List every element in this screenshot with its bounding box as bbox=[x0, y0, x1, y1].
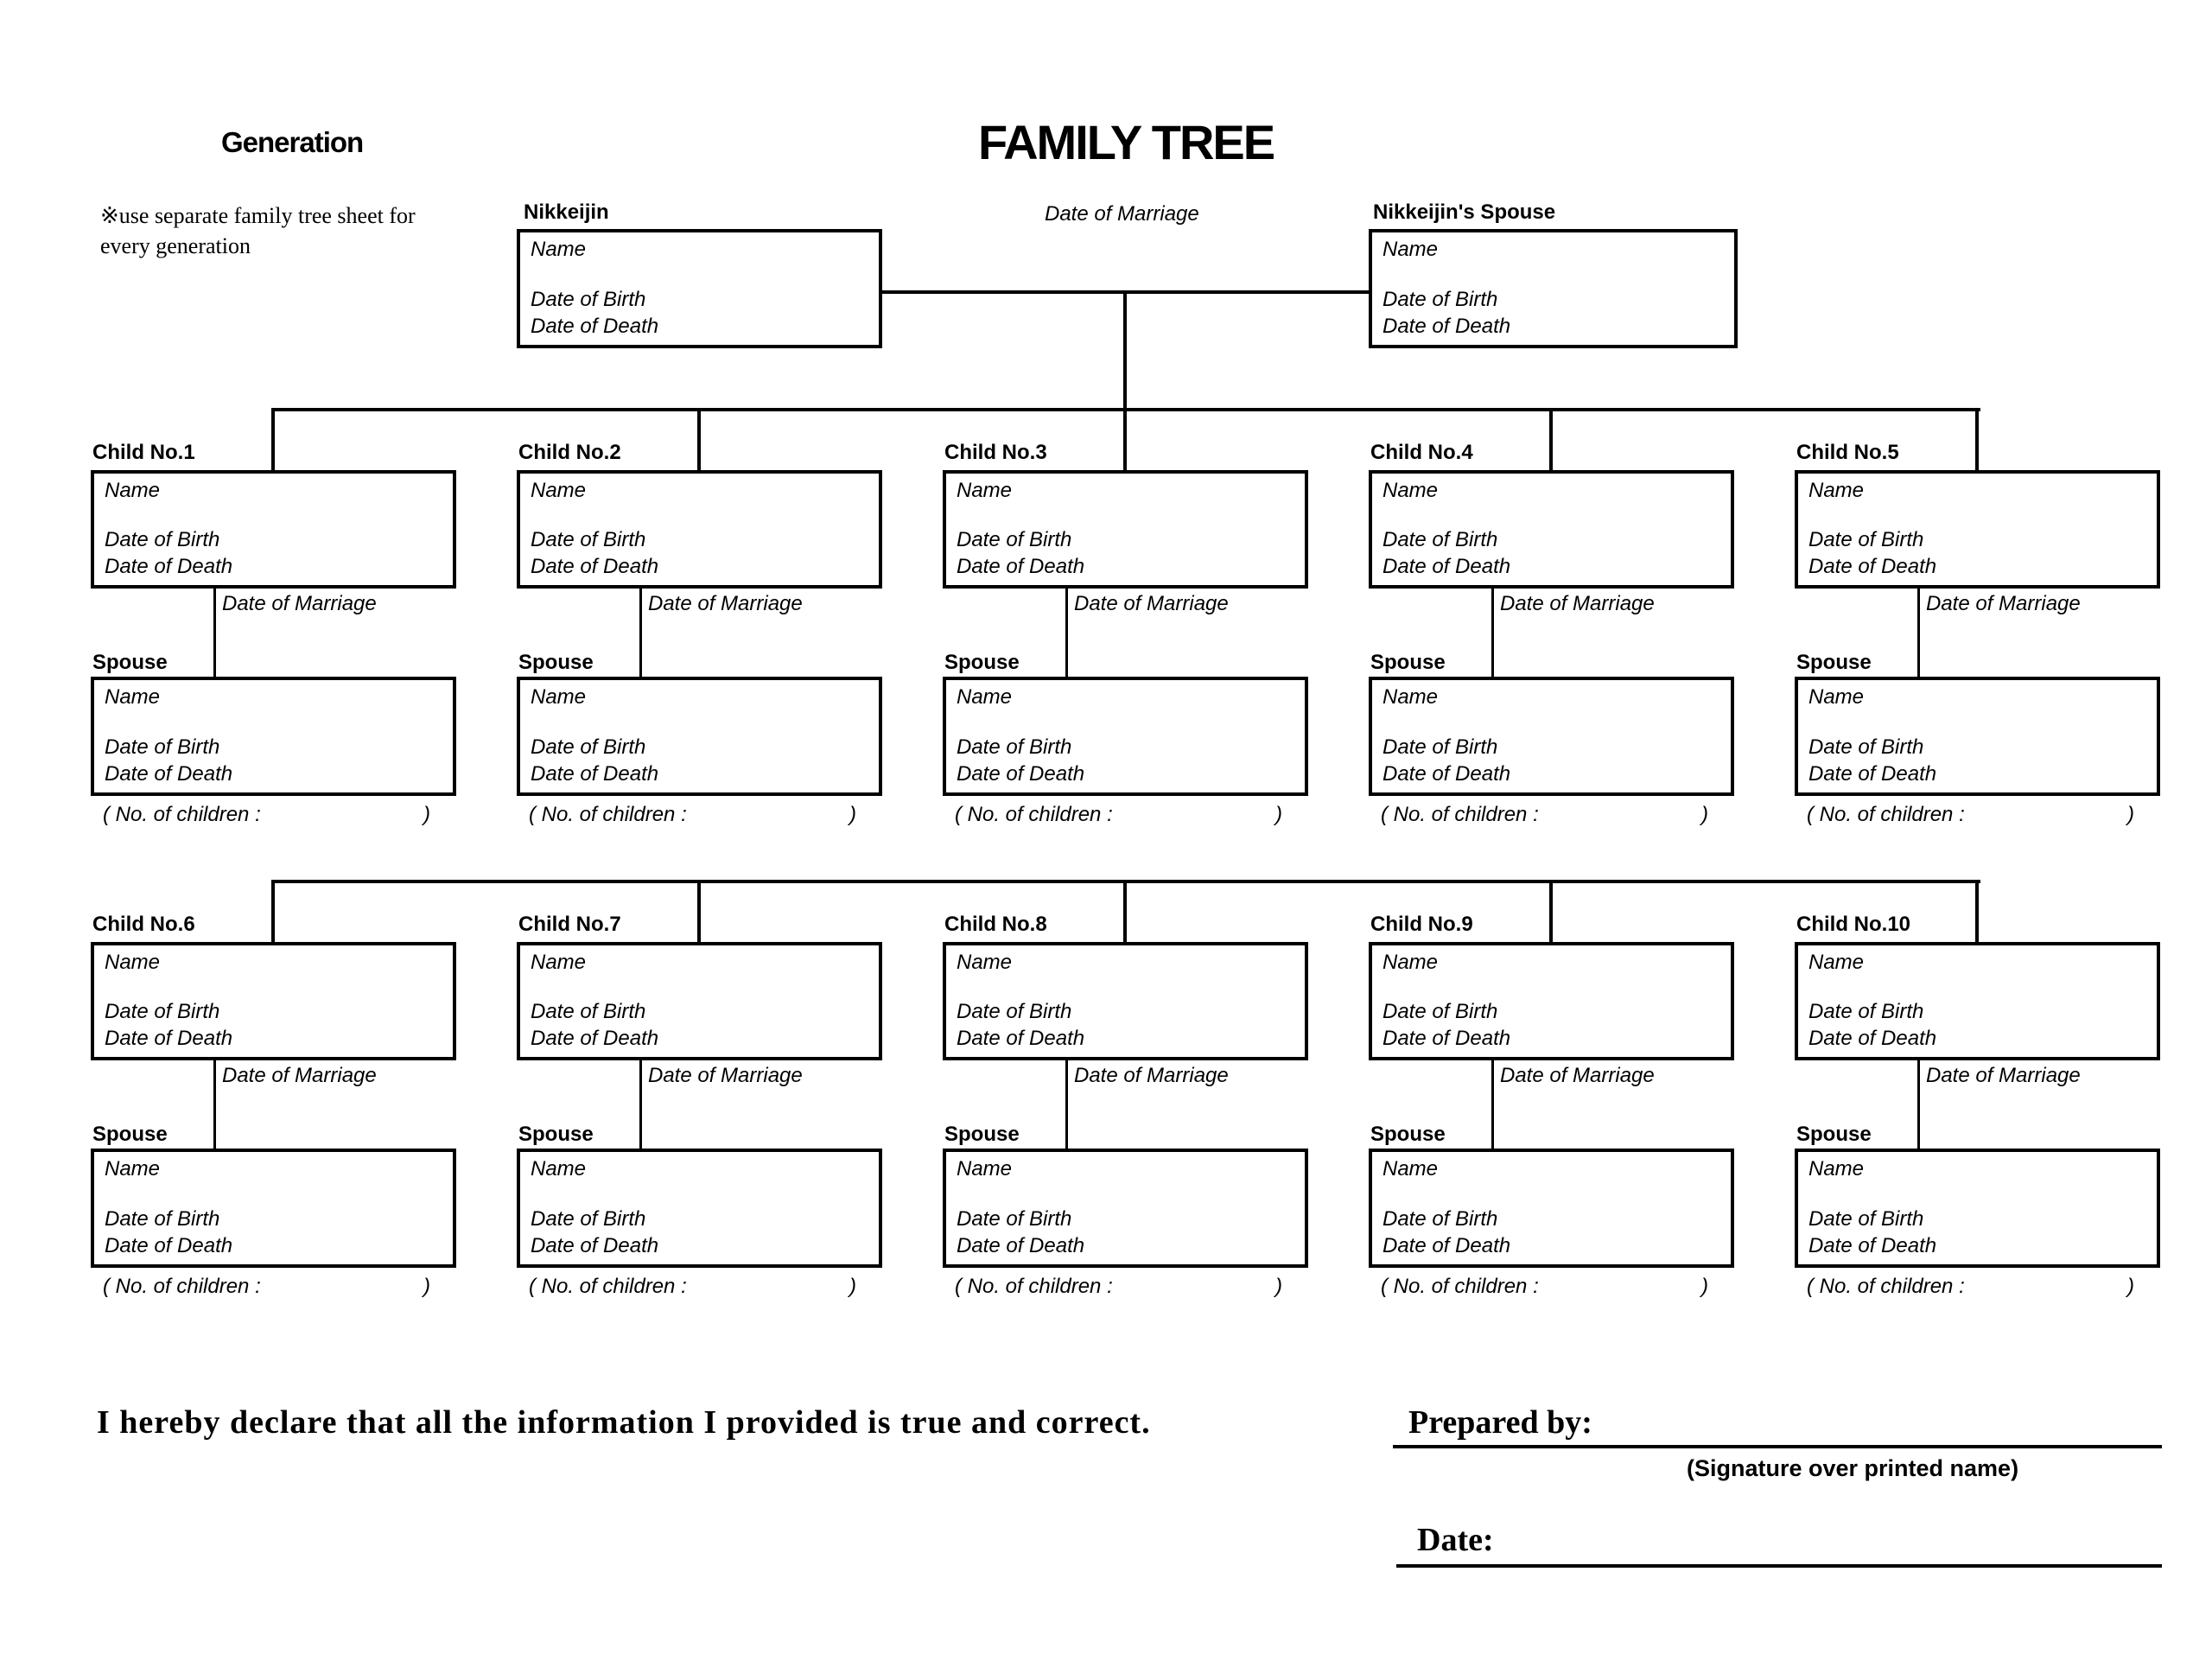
children-count-close: ) bbox=[2127, 803, 2134, 826]
field-spacer bbox=[957, 504, 1294, 526]
date-of-death-label: Date of Death bbox=[531, 1027, 659, 1050]
children-count-note[interactable] bbox=[529, 803, 856, 827]
field-spacer bbox=[531, 710, 868, 734]
signature-note: (Signature over printed name) bbox=[1687, 1455, 2019, 1481]
date-of-birth-label: Date of Birth bbox=[1382, 1207, 1498, 1231]
field-spacer bbox=[531, 1182, 868, 1206]
child-name-box[interactable] bbox=[517, 470, 882, 589]
date-of-death-label: Date of Death bbox=[1382, 762, 1511, 786]
date-of-death-label: Date of Death bbox=[957, 1027, 1085, 1050]
field-spacer bbox=[105, 710, 442, 734]
name-label: Name bbox=[105, 951, 161, 974]
date-of-death-label: Date of Death bbox=[105, 1027, 233, 1050]
marriage-line bbox=[1917, 589, 1920, 677]
date-of-birth-label: Date of Birth bbox=[1808, 1000, 1924, 1023]
declaration-text: I hereby declare that all the information I provided is true and correct. bbox=[97, 1404, 1151, 1441]
date-of-marriage-label: Date of Marriage bbox=[1926, 592, 2081, 615]
spouse-name-box[interactable] bbox=[1369, 677, 1734, 796]
date-of-death-label: Date of Death bbox=[1382, 555, 1511, 578]
field-spacer bbox=[957, 976, 1294, 998]
name-label: Name bbox=[105, 479, 161, 502]
descent-stub bbox=[1123, 408, 1127, 470]
children-count-open: ( No. of children : bbox=[529, 803, 687, 826]
child-heading: Child No.10 bbox=[1796, 913, 1911, 936]
children-count-close: ) bbox=[423, 803, 430, 826]
date-of-death-label: Date of Death bbox=[1382, 1234, 1511, 1257]
child-heading: Child No.9 bbox=[1370, 913, 1473, 936]
name-label: Name bbox=[105, 685, 161, 709]
spouse-name-box[interactable] bbox=[517, 1149, 882, 1268]
date-of-death-label: Date of Death bbox=[957, 555, 1085, 578]
date-of-marriage-label: Date of Marriage bbox=[648, 592, 803, 615]
date-of-marriage-label: Date of Marriage bbox=[222, 1064, 377, 1087]
nikkeijin-name-box[interactable] bbox=[517, 229, 882, 348]
date-of-death-label: Date of Death bbox=[1382, 315, 1511, 338]
field-spacer bbox=[957, 710, 1294, 734]
spouse-name-box[interactable] bbox=[943, 677, 1308, 796]
children-count-note[interactable] bbox=[1807, 1275, 2134, 1299]
date-of-birth-label: Date of Birth bbox=[957, 735, 1072, 759]
parents-descent-line bbox=[1123, 290, 1127, 411]
name-label: Name bbox=[1808, 685, 1865, 709]
field-spacer bbox=[1382, 504, 1720, 526]
field-spacer bbox=[1382, 976, 1720, 998]
child-name-box[interactable] bbox=[91, 942, 456, 1060]
children-count-close: ) bbox=[423, 1275, 430, 1298]
children-count-note[interactable] bbox=[1807, 803, 2134, 827]
child-heading: Child No.3 bbox=[944, 441, 1047, 464]
date-of-birth-label: Date of Birth bbox=[105, 1000, 220, 1023]
descent-stub bbox=[1549, 880, 1553, 942]
date-of-death-label: Date of Death bbox=[105, 555, 233, 578]
descent-stub bbox=[1123, 880, 1127, 942]
descent-stub bbox=[1549, 408, 1553, 470]
name-label: Name bbox=[957, 479, 1013, 502]
nikkeijin-spouse-name-box[interactable] bbox=[1369, 229, 1738, 348]
date-of-birth-label: Date of Birth bbox=[531, 735, 646, 759]
date-of-marriage-label: Date of Marriage bbox=[1926, 1064, 2081, 1087]
field-spacer bbox=[1382, 1182, 1720, 1206]
date-of-birth-label: Date of Birth bbox=[1382, 1000, 1498, 1023]
child-heading: Child No.6 bbox=[92, 913, 195, 936]
date-of-birth-label: Date of Birth bbox=[957, 528, 1072, 551]
child-name-box[interactable] bbox=[91, 470, 456, 589]
field-spacer bbox=[1808, 710, 2146, 734]
field-spacer bbox=[957, 1182, 1294, 1206]
child-name-box[interactable] bbox=[1369, 470, 1734, 589]
date-of-marriage-label: Date of Marriage bbox=[648, 1064, 803, 1087]
field-spacer bbox=[531, 504, 868, 526]
marriage-line bbox=[1065, 589, 1068, 677]
marriage-line bbox=[1917, 1060, 1920, 1149]
children-count-close: ) bbox=[1275, 1275, 1282, 1298]
date-of-birth-label: Date of Birth bbox=[105, 735, 220, 759]
descent-stub bbox=[697, 408, 701, 470]
date-of-birth-label: Date of Birth bbox=[1808, 1207, 1924, 1231]
descent-stub bbox=[697, 880, 701, 942]
page-title: FAMILY TREE bbox=[978, 115, 1274, 169]
spouse-heading: Spouse bbox=[1370, 651, 1446, 674]
date-of-birth-label: Date of Birth bbox=[1808, 528, 1924, 551]
spouse-heading: Spouse bbox=[92, 1123, 168, 1146]
date-of-death-label: Date of Death bbox=[1808, 555, 1937, 578]
children-count-open: ( No. of children : bbox=[103, 1275, 261, 1298]
signature-line[interactable] bbox=[1393, 1445, 2162, 1448]
date-of-death-label: Date of Death bbox=[531, 555, 659, 578]
name-label: Name bbox=[1808, 479, 1865, 502]
children-count-close: ) bbox=[849, 1275, 856, 1298]
name-label: Name bbox=[531, 951, 587, 974]
child-heading: Child No.8 bbox=[944, 913, 1047, 936]
generation-label: Generation bbox=[221, 126, 364, 158]
descent-stub bbox=[271, 880, 275, 942]
date-of-death-label: Date of Death bbox=[531, 315, 659, 338]
date-of-birth-label: Date of Birth bbox=[1382, 735, 1498, 759]
name-label: Name bbox=[957, 1157, 1013, 1180]
field-spacer bbox=[531, 976, 868, 998]
spouse-heading: Spouse bbox=[944, 651, 1020, 674]
date-of-marriage-label: Date of Marriage bbox=[1074, 1064, 1229, 1087]
sibling-rail bbox=[273, 880, 1980, 883]
children-count-note[interactable] bbox=[955, 803, 1282, 827]
name-label: Name bbox=[531, 685, 587, 709]
date-of-death-label: Date of Death bbox=[1808, 1234, 1937, 1257]
marriage-line bbox=[213, 589, 216, 677]
name-label: Name bbox=[531, 1157, 587, 1180]
spouse-name-box[interactable] bbox=[1795, 1149, 2160, 1268]
child-name-box[interactable] bbox=[517, 942, 882, 1060]
children-count-open: ( No. of children : bbox=[529, 1275, 687, 1298]
spouse-name-box[interactable] bbox=[1369, 1149, 1734, 1268]
date-of-birth-label: Date of Birth bbox=[105, 528, 220, 551]
spouse-heading: Spouse bbox=[92, 651, 168, 674]
field-spacer bbox=[105, 1182, 442, 1206]
spouse-heading: Spouse bbox=[944, 1123, 1020, 1146]
children-count-open: ( No. of children : bbox=[1381, 803, 1539, 826]
generation-note bbox=[100, 200, 480, 261]
children-count-open: ( No. of children : bbox=[1381, 1275, 1539, 1298]
descent-stub bbox=[271, 408, 275, 470]
spouse-heading: Spouse bbox=[518, 651, 594, 674]
children-count-open: ( No. of children : bbox=[955, 1275, 1113, 1298]
date-of-death-label: Date of Death bbox=[531, 762, 659, 786]
name-label: Name bbox=[1808, 1157, 1865, 1180]
date-of-marriage-label: Date of Marriage bbox=[1500, 1064, 1655, 1087]
children-count-open: ( No. of children : bbox=[1807, 803, 1965, 826]
date-of-birth-label: Date of Birth bbox=[531, 288, 646, 311]
children-count-close: ) bbox=[2127, 1275, 2134, 1298]
marriage-line bbox=[1065, 1060, 1068, 1149]
field-spacer bbox=[1808, 1182, 2146, 1206]
descent-stub bbox=[1975, 880, 1979, 942]
name-label: Name bbox=[1808, 951, 1865, 974]
date-of-birth-label: Date of Birth bbox=[957, 1000, 1072, 1023]
name-label: Name bbox=[957, 951, 1013, 974]
date-of-birth-label: Date of Birth bbox=[531, 1207, 646, 1231]
prepared-by-label: Prepared by: bbox=[1408, 1404, 1592, 1441]
spouse-heading: Spouse bbox=[518, 1123, 594, 1146]
marriage-line bbox=[1491, 1060, 1494, 1149]
date-of-birth-label: Date of Birth bbox=[531, 1000, 646, 1023]
date-of-birth-label: Date of Birth bbox=[957, 1207, 1072, 1231]
date-label: Date: bbox=[1417, 1522, 1494, 1558]
name-label: Name bbox=[1382, 238, 1439, 261]
date-of-birth-label: Date of Birth bbox=[105, 1207, 220, 1231]
children-count-note[interactable] bbox=[529, 1275, 856, 1299]
date-of-death-label: Date of Death bbox=[531, 1234, 659, 1257]
child-heading: Child No.4 bbox=[1370, 441, 1473, 464]
date-line[interactable] bbox=[1396, 1564, 2162, 1568]
date-of-marriage-label: Date of Marriage bbox=[1074, 592, 1229, 615]
children-count-note[interactable] bbox=[1381, 1275, 1708, 1299]
spouse-heading: Spouse bbox=[1796, 651, 1872, 674]
child-heading: Child No.5 bbox=[1796, 441, 1899, 464]
generation-note-line2: every generation bbox=[100, 233, 251, 258]
child-heading: Child No.2 bbox=[518, 441, 621, 464]
field-spacer bbox=[1382, 710, 1720, 734]
field-spacer bbox=[1808, 504, 2146, 526]
children-count-open: ( No. of children : bbox=[955, 803, 1113, 826]
date-of-death-label: Date of Death bbox=[957, 762, 1085, 786]
nikkeijin-heading: Nikkeijin bbox=[524, 200, 609, 224]
sibling-rail bbox=[273, 408, 1980, 411]
spouse-name-box[interactable] bbox=[1795, 677, 2160, 796]
spouse-name-box[interactable] bbox=[91, 1149, 456, 1268]
name-label: Name bbox=[957, 685, 1013, 709]
spouse-heading: Spouse bbox=[1796, 1123, 1872, 1146]
marriage-line bbox=[639, 1060, 642, 1149]
field-spacer bbox=[105, 504, 442, 526]
date-of-marriage-label: Date of Marriage bbox=[1500, 592, 1655, 615]
descent-stub bbox=[1975, 408, 1979, 470]
date-of-death-label: Date of Death bbox=[957, 1234, 1085, 1257]
children-count-close: ) bbox=[1701, 1275, 1708, 1298]
date-of-birth-label: Date of Birth bbox=[1808, 735, 1924, 759]
spouse-name-box[interactable] bbox=[517, 677, 882, 796]
field-spacer bbox=[1808, 976, 2146, 998]
spouse-heading: Spouse bbox=[1370, 1123, 1446, 1146]
field-spacer bbox=[105, 976, 442, 998]
field-spacer bbox=[531, 263, 868, 286]
parents-date-of-marriage-label: Date of Marriage bbox=[1045, 202, 1199, 226]
date-of-birth-label: Date of Birth bbox=[1382, 288, 1498, 311]
child-heading: Child No.1 bbox=[92, 441, 195, 464]
date-of-death-label: Date of Death bbox=[1808, 1027, 1937, 1050]
child-name-box[interactable] bbox=[1795, 942, 2160, 1060]
generation-note-line1: ※use separate family tree sheet for bbox=[100, 203, 416, 228]
date-of-birth-label: Date of Birth bbox=[1382, 528, 1498, 551]
child-name-box[interactable] bbox=[943, 470, 1308, 589]
children-count-note[interactable] bbox=[103, 1275, 430, 1299]
nikkeijin-spouse-heading: Nikkeijin's Spouse bbox=[1373, 200, 1556, 224]
date-of-birth-label: Date of Birth bbox=[531, 528, 646, 551]
name-label: Name bbox=[1382, 685, 1439, 709]
name-label: Name bbox=[1382, 479, 1439, 502]
name-label: Name bbox=[1382, 1157, 1439, 1180]
date-of-death-label: Date of Death bbox=[105, 762, 233, 786]
children-count-note[interactable] bbox=[103, 803, 430, 827]
date-of-marriage-label: Date of Marriage bbox=[222, 592, 377, 615]
child-name-box[interactable] bbox=[1795, 470, 2160, 589]
marriage-line bbox=[1491, 589, 1494, 677]
marriage-line bbox=[639, 589, 642, 677]
children-count-close: ) bbox=[1275, 803, 1282, 826]
child-heading: Child No.7 bbox=[518, 913, 621, 936]
children-count-note[interactable] bbox=[1381, 803, 1708, 827]
marriage-line bbox=[213, 1060, 216, 1149]
children-count-open: ( No. of children : bbox=[103, 803, 261, 826]
children-count-note[interactable] bbox=[955, 1275, 1282, 1299]
spouse-name-box[interactable] bbox=[943, 1149, 1308, 1268]
name-label: Name bbox=[105, 1157, 161, 1180]
date-of-death-label: Date of Death bbox=[1382, 1027, 1511, 1050]
date-of-death-label: Date of Death bbox=[105, 1234, 233, 1257]
field-spacer bbox=[1382, 263, 1724, 286]
spouse-name-box[interactable] bbox=[91, 677, 456, 796]
child-name-box[interactable] bbox=[1369, 942, 1734, 1060]
name-label: Name bbox=[531, 479, 587, 502]
name-label: Name bbox=[1382, 951, 1439, 974]
children-count-close: ) bbox=[849, 803, 856, 826]
name-label: Name bbox=[531, 238, 587, 261]
date-of-death-label: Date of Death bbox=[1808, 762, 1937, 786]
children-count-close: ) bbox=[1701, 803, 1708, 826]
child-name-box[interactable] bbox=[943, 942, 1308, 1060]
children-count-open: ( No. of children : bbox=[1807, 1275, 1965, 1298]
